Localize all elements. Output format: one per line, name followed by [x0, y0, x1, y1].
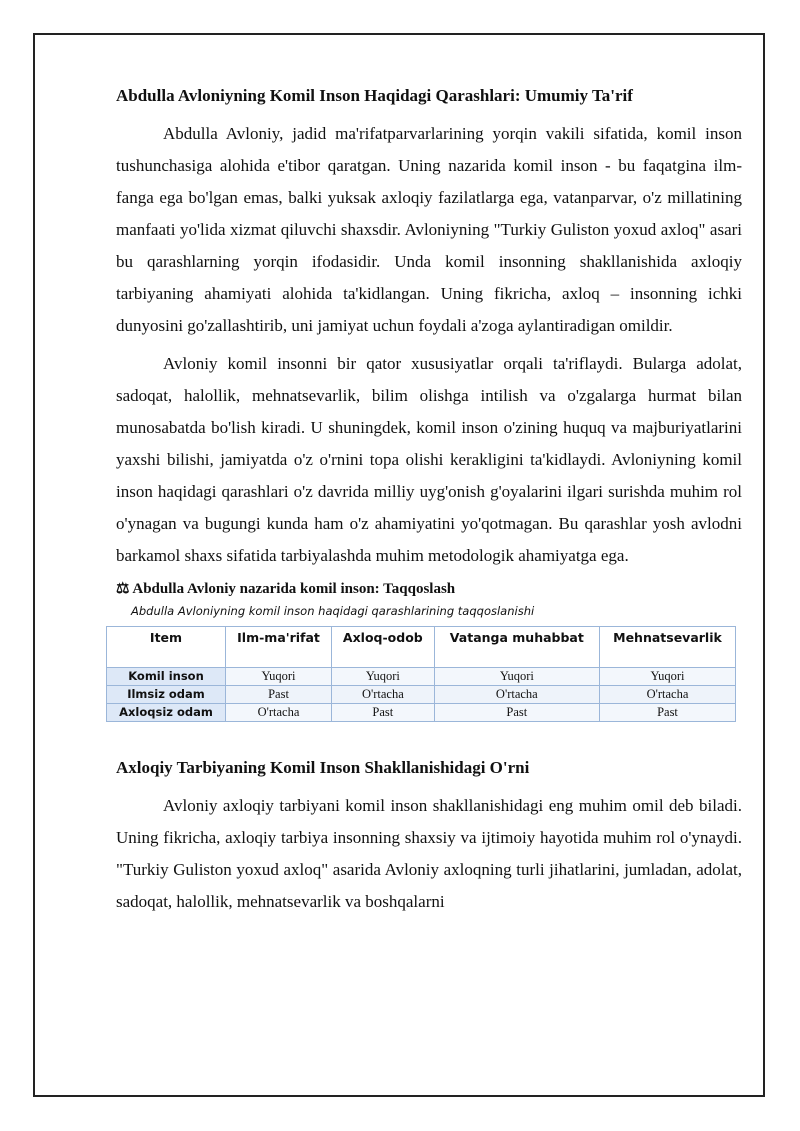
table-title: ⚖ Abdulla Avloniy nazarida komil inson: Taqqoslash [116, 581, 456, 597]
table-cell: Yuqori [434, 668, 599, 686]
table-caption: Abdulla Avloniyning komil inson haqidagi qarashlarining taqqoslanishi [131, 604, 535, 618]
paragraph: Avloniy axloqiy tarbiyani komil inson shakllanishidagi eng muhim omil deb biladi. Uning fikricha, axloqiy tarbiya insonning shaxsiy va ijtimoiy hayotida muhim rol o'ynaydi. "Turkiy Guliston yoxud axloq" asarida Avloniy axloqning turli jihatlarini, jumladan, adolat, sadoqat, halollik, mehnatsevarlik va boshqalarni [116, 796, 742, 911]
column-header: Mehnatsevarlik [599, 627, 735, 668]
row-label: Komil inson [107, 668, 226, 686]
section-heading: Abdulla Avloniyning Komil Inson Haqidagi Qarashlari: Umumiy Ta'rif [116, 86, 633, 105]
row-label: Axloqsiz odam [107, 704, 226, 722]
table-cell: Past [434, 704, 599, 722]
table-cell: Yuqori [226, 668, 332, 686]
section-heading: Axloqiy Tarbiyaning Komil Inson Shakllanishidagi O'rni [116, 758, 530, 777]
table-cell: O'rtacha [226, 704, 332, 722]
paragraph: Abdulla Avloniy, jadid ma'rifatparvarlarining yorqin vakili sifatida, komil inson tushunchasiga alohida e'tibor qaratgan. Uning nazarida komil inson - bu faqatgina ilm-fanga ega bo'lgan emas, balki yuksak axloqiy fazilatlarga ega, vatanparvar, o'z millatining manfaati yo'lida xizmat qiluvchi shaxsdir. Avloniyning "Turkiy Guliston yoxud axloq" asari bu qarashlarning yorqin ifodasidir. Unda komil insonning shakllanishida axloqiy tarbiyaning ahamiyati alohida ta'kidlangan. Uning fikricha, axloq – insonning ichki dunyosini go'zallashtirib, uni jamiyat uchun foydali a'zoga aylantiradigan omildir. [116, 124, 742, 335]
table-cell: Past [226, 686, 332, 704]
column-header: Item [107, 627, 226, 668]
table-header-row [107, 627, 736, 668]
document-body [116, 84, 742, 924]
table-cell: O'rtacha [599, 686, 735, 704]
table-row [107, 668, 736, 686]
spacer [116, 722, 742, 756]
table-row [107, 686, 736, 704]
column-header: Axloq-odob [332, 627, 435, 668]
table-cell: Yuqori [599, 668, 735, 686]
table-cell: Yuqori [332, 668, 435, 686]
paragraph: Avloniy komil insonni bir qator xususiyatlar orqali ta'riflaydi. Bularga adolat, sadoqat, halollik, mehnatsevarlik, bilim olishga intilish va o'zgalarga hurmat bilan munosabatda bo'lish kiradi. U shuningdek, komil inson o'zining huquq va majburiyatlarini yaxshi bilishi, jamiyatda o'z o'rnini topa olishi kerakligini ta'kidlaydi. Avloniyning komil inson haqidagi qarashlari o'z davrida milliy uyg'onish g'oyalarini ilgari surishda muhim rol o'ynagan va bugungi kunda ham o'z ahamiyatini yo'qotmagan. Bu qarashlar yosh avlodni barkamol shaxs sifatida tarbiyalashda muhim metodologik ahamiyatga ega. [116, 354, 742, 565]
table-cell: O'rtacha [434, 686, 599, 704]
table-row [107, 704, 736, 722]
column-header: Vatanga muhabbat [434, 627, 599, 668]
table-cell: Past [599, 704, 735, 722]
table-cell: O'rtacha [332, 686, 435, 704]
column-header: Ilm-ma'rifat [226, 627, 332, 668]
table-cell: Past [332, 704, 435, 722]
comparison-table [106, 626, 736, 722]
row-label: Ilmsiz odam [107, 686, 226, 704]
